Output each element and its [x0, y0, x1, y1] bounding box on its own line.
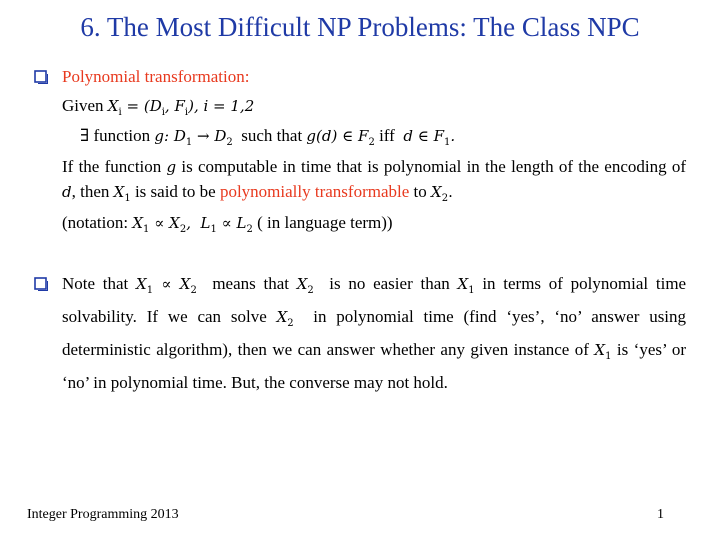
note-x1-b: $X_1$: [594, 341, 612, 362]
d-symbol: d: [62, 182, 72, 201]
note-paragraph: [62, 271, 686, 396]
footer-text: Integer Programming 2013: [27, 507, 179, 522]
given-line: [62, 96, 254, 118]
note-text-3: is no easier than: [329, 274, 450, 293]
note-text-4: in terms of polynomial: [482, 274, 649, 293]
given-formula: $X_i = (D_i$, $F_i$), i = 1,2: [107, 97, 255, 118]
checkbox-bullet-icon: [34, 277, 48, 291]
note-text-1: Note that: [62, 274, 129, 293]
note-x2: $X_2$: [296, 275, 314, 296]
note-x1: $X_1$: [457, 275, 475, 296]
given-word: Given: [62, 96, 104, 115]
notation-line: [62, 213, 393, 235]
iff-word: iff: [379, 126, 395, 145]
note-text-5: time solvability. If we can solve: [62, 274, 687, 326]
exists-symbol: ∃: [80, 126, 90, 145]
mapping-formula: g: $D_1 \to D_2$: [154, 127, 233, 148]
function-word: function: [93, 126, 151, 145]
membership-formula: g(d) ∈ $F_2$: [306, 127, 375, 148]
slide-title: 6. The Most Difficult NP Problems: The Class NPC: [80, 12, 640, 42]
def-text-4: , then: [71, 181, 110, 201]
notation-formula: $X_1 \propto X_2$, $L_1 \propto L_2$: [132, 214, 253, 235]
note-formula-1: $X_1 \propto X_2$: [136, 275, 197, 296]
def-text-3: encoding of: [604, 157, 687, 176]
polynomially-transformable-highlight: polynomially transformable: [219, 181, 410, 201]
page-number: 1: [657, 507, 664, 522]
note-text-7: is ‘yes’ or ‘no’ in polynomial time. But, the converse may not hold.: [62, 340, 687, 392]
def-text-5: is said to be: [134, 181, 216, 201]
iff-formula: d ∈ $F_1$.: [403, 127, 456, 148]
notation-close: ( in language term)): [257, 213, 393, 232]
x2-symbol: $X_2$: [431, 182, 449, 204]
x1-symbol: $X_1$: [113, 182, 131, 204]
definition-paragraph: If the function g is computable in time that is polynomial in the length of the encoding of d, then $X_1$ is said to be polynomially transformable to $X_2$.: [62, 157, 687, 204]
def-text-2: is computable in time that is polynomial in the length of the: [181, 157, 600, 176]
bullet1-heading: Polynomial transformation:: [62, 67, 250, 86]
g-symbol: g: [166, 158, 177, 176]
checkbox-bullet-icon: [34, 70, 48, 84]
such-that-word: such that: [241, 126, 303, 145]
notation-open: (notation:: [62, 213, 129, 232]
note-x2-b: $X_2$: [276, 308, 294, 329]
def-text-1: If the function: [62, 157, 162, 176]
note-text-2: means that: [212, 274, 289, 293]
note-text-6: in polynomial time (find ‘yes’, ‘no’ answer using deterministic algorithm), then we can answer whether any given instance of: [62, 307, 687, 359]
exists-line: [80, 126, 455, 148]
def-text-6: to: [413, 181, 427, 201]
